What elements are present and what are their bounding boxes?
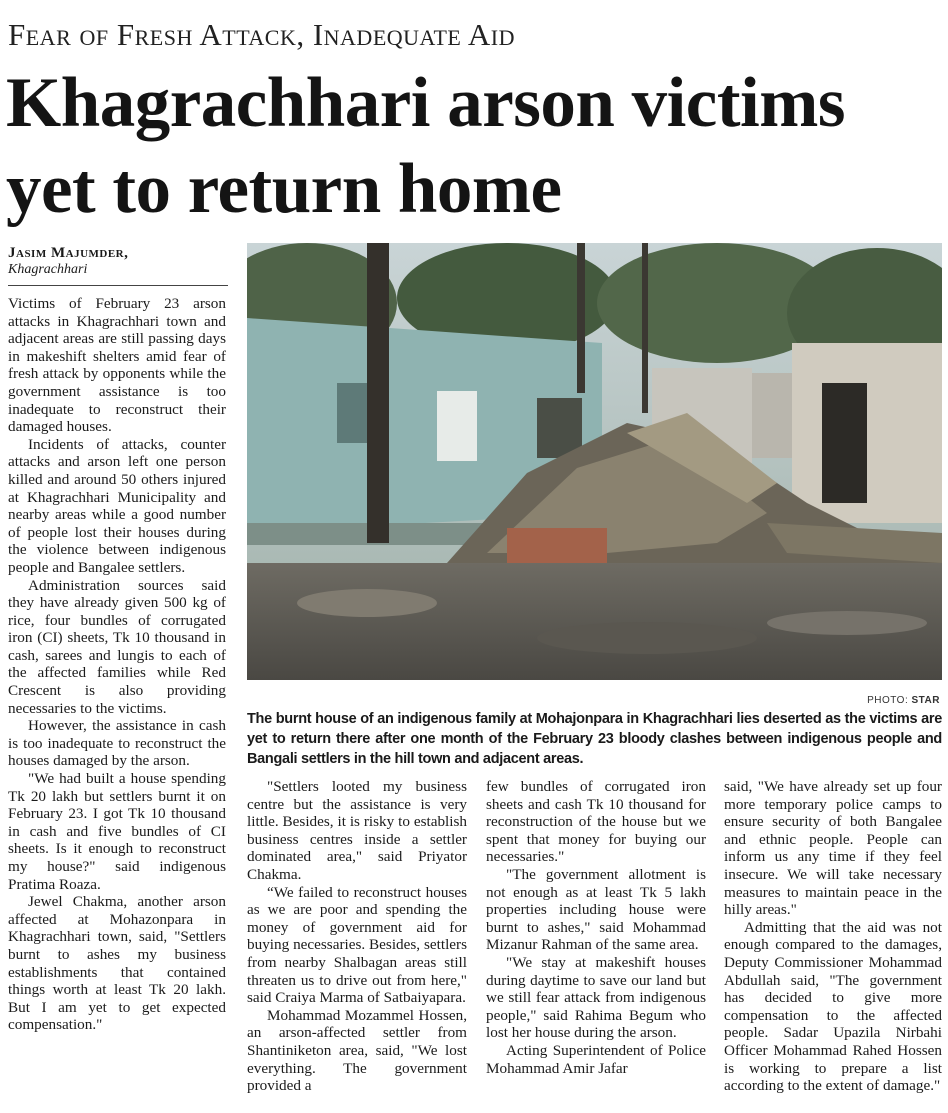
body-column-2 — [247, 778, 467, 1110]
photo-caption: The burnt house of an indigenous family at Mohajonpara in Khagrachhari lies deserted as the victims are yet to return there after one month of the February 23 bloody clashes between indigenous people and Bangali settlers in the hill town and adjacent areas. — [247, 711, 942, 767]
body-column-3 — [486, 778, 706, 1110]
paragraph: "Settlers looted my business centre but the assistance is very little. Besides, it is risky to establish business centres inside a settler dominated area," said Priyator Chakma. — [247, 778, 467, 883]
paragraph: Administration sources said they have already given 500 kg of rice, four bundles of corrugated iron (CI) sheets, Tk 10 thousand in cash, sarees and lungis to each of the affected families while Red Crescent is also providing necessaries to the victims. — [8, 576, 226, 717]
paragraph: Jewel Chakma, another arson affected at Mohazonpara in Khagrachhari town, said, "Settlers burnt to ashes my business establishments that contained things worth at least Tk 20 lakh. But I am yet to get expected compensation." — [8, 893, 226, 1034]
paragraph: few bundles of corrugated iron sheets and cash Tk 10 thousand for reconstruction of the house but we spent that money for buying our necessaries." — [486, 778, 706, 866]
paragraph: "We had built a house spending Tk 20 lakh but settlers burnt it on February 23. I got Tk 10 thousand in cash and five bundles of CI sheets. Is it enough to reconstruct my house?" said indigenous Pratima Roaza. — [8, 770, 226, 893]
paragraph: Admitting that the aid was not enough compared to the damages, Deputy Commissioner Mohammad Abdullah said, "The government has decided to give more compensation to the affected people. Sadar Upazila Nirbahi Officer Mohammad Rahed Hossen is working to prepare a list according to the extent of damage." — [724, 918, 942, 1095]
article-headline: Khagrachhari arson victims yet to return home — [6, 64, 845, 228]
article-photo — [247, 243, 942, 680]
article-kicker: Fear of Fresh Attack, Inadequate Aid — [8, 17, 515, 52]
paragraph: Victims of February 23 arson attacks in Khagrachhari town and adjacent areas are still passing days in makeshift shelters amid fear of fresh attack by opponents while the government assistance is too inadequate to reconstruct their damaged houses. — [8, 295, 226, 436]
paragraph: Incidents of attacks, counter attacks and arson left one person killed and around 50 others injured at Khagrachhari Municipality and nearby areas while a good number of people lost their houses during the violence between indigenous people and Bangalee settlers. — [8, 435, 226, 576]
paragraph: Mohammad Mozammel Hossen, an arson-affected settler from Shantiniketon area, said, "We lost everything. The government provided a — [247, 1006, 467, 1095]
byline-location: Khagrachhari — [8, 262, 88, 277]
body-column-1 — [8, 295, 226, 1110]
paragraph: said, "We have already set up four more temporary police camps to ensure security of both Bangalee and ethnic people. People can inform us any time if they feel insecure. We will take necessary measures to maintain peace in the hilly areas." — [724, 778, 942, 919]
body-column-4 — [724, 778, 942, 1110]
byline-author: Jasim Majumder, — [8, 245, 129, 261]
paragraph: "The government allotment is not enough as at least Tk 5 lakh properties including house were burnt to ashes," said Mohammad Mizanur Rahman of the same area. — [486, 865, 706, 954]
photo-credit — [867, 695, 940, 706]
paragraph: However, the assistance in cash is too inadequate to reconstruct the houses damaged by the arson. — [8, 717, 226, 770]
paragraph: "We stay at makeshift houses during daytime to save our land but we still fear attack from indigenous people," said Rahima Begum who lost her house during the arson. — [486, 953, 706, 1042]
byline — [8, 244, 228, 278]
paragraph: Acting Superintendent of Police Mohammad Amir Jafar — [486, 1041, 706, 1077]
paragraph: “We failed to reconstruct houses as we are poor and spending the money of government aid for buying necessaries. Besides, settlers from nearby Shalbagan areas still threaten us to drive out from here," said Craiya Marma of Satbaiyapara. — [247, 883, 467, 1007]
photo-credit-source: STAR — [911, 695, 940, 706]
byline-divider — [8, 285, 228, 286]
photo-credit-prefix: PHOTO: — [867, 695, 912, 706]
